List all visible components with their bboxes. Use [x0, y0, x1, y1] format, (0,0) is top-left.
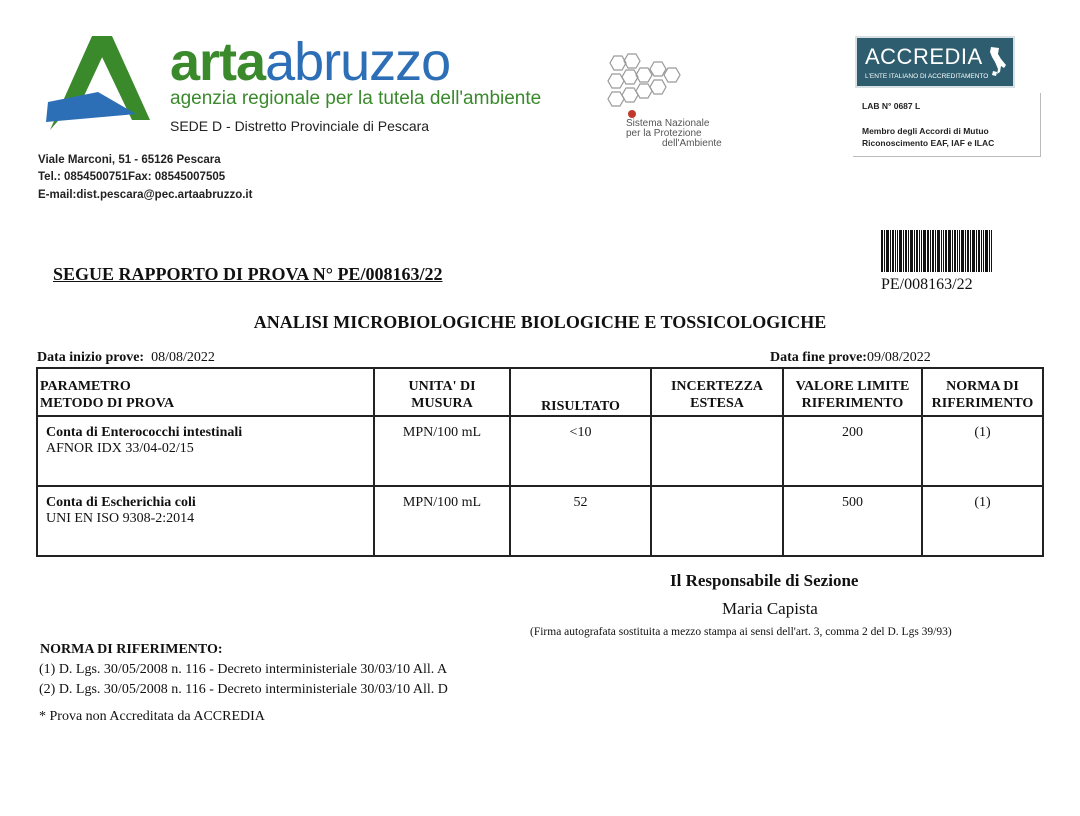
- accredia-logo: ACCREDIA L'ENTE ITALIANO DI ACCREDITAMENTO: [855, 36, 1015, 88]
- arta-logo-icon: [40, 34, 168, 130]
- norm-cell: (1): [922, 486, 1043, 556]
- parameter-cell: Conta di Escherichia coli UNI EN ISO 9308-2:2014: [37, 486, 374, 556]
- column-header-unit: UNITA' DI MUSURA: [374, 368, 510, 416]
- start-date: Data inizio prove: 08/08/2022: [37, 350, 215, 365]
- agency-tagline: agenzia regionale per la tutela dell'ambiente: [170, 88, 542, 109]
- column-header-parameter: PARAMETRO METODO DI PROVA: [37, 368, 374, 416]
- snpa-name: Sistema Nazionale per la Protezione dell'Ambiente: [626, 118, 722, 149]
- snpa-hexagon-logo-icon: [604, 52, 690, 118]
- unit-cell: MPN/100 mL: [374, 416, 510, 486]
- membership-line: Riconoscimento EAF, IAF e ILAC: [862, 138, 995, 148]
- norm-item: (2) D. Lgs. 30/05/2008 n. 116 - Decreto interministeriale 30/03/10 All. D: [39, 682, 448, 697]
- footnote: * Prova non Accreditata da ACCREDIA: [39, 709, 265, 724]
- barcode-icon: [881, 230, 992, 272]
- address-line: Viale Marconi, 51 - 65126 Pescara: [38, 154, 221, 166]
- norm-cell: (1): [922, 416, 1043, 486]
- table-header-row: [37, 368, 1043, 416]
- italy-map-icon: [987, 46, 1007, 78]
- limit-cell: 200: [783, 416, 922, 486]
- column-header-norm: NORMA DI RIFERIMENTO: [922, 368, 1043, 416]
- table-row: [37, 416, 1043, 486]
- result-cell: 52: [510, 486, 651, 556]
- unit-cell: MPN/100 mL: [374, 486, 510, 556]
- parameter-cell: Conta di Enterococchi intestinali AFNOR IDX 33/04-02/15: [37, 416, 374, 486]
- signer-name: Maria Capista: [722, 599, 818, 618]
- column-header-limit: VALORE LIMITE RIFERIMENTO: [783, 368, 922, 416]
- uncertainty-cell: [651, 416, 783, 486]
- barcode-number: PE/008163/22: [881, 276, 973, 293]
- table-row: [37, 486, 1043, 556]
- column-header-result: RISULTATO: [510, 368, 651, 416]
- email-line: E-mail:dist.pescara@pec.artaabruzzo.it: [38, 189, 253, 201]
- report-title: SEGUE RAPPORTO DI PROVA N° PE/008163/22: [53, 264, 443, 284]
- membership-line: Membro degli Accordi di Mutuo: [862, 126, 989, 136]
- brand-name: artaabruzzo: [170, 32, 451, 92]
- results-table: [36, 367, 1044, 557]
- phone-line: Tel.: 0854500751Fax: 08545007505: [38, 171, 226, 183]
- office-name: SEDE D - Distretto Provinciale di Pescara: [170, 118, 430, 134]
- limit-cell: 500: [783, 486, 922, 556]
- signer-title: Il Responsabile di Sezione: [670, 571, 859, 590]
- result-cell: <10: [510, 416, 651, 486]
- end-date: Data fine prove:09/08/2022: [770, 350, 931, 365]
- lab-number: LAB N° 0687 L: [862, 101, 921, 111]
- norms-heading: NORMA DI RIFERIMENTO:: [40, 642, 223, 657]
- column-header-uncertainty: INCERTEZZA ESTESA: [651, 368, 783, 416]
- section-title: ANALISI MICROBIOLOGICHE BIOLOGICHE E TOSSICOLOGICHE: [253, 312, 827, 332]
- uncertainty-cell: [651, 486, 783, 556]
- norm-item: (1) D. Lgs. 30/05/2008 n. 116 - Decreto interministeriale 30/03/10 All. A: [39, 662, 448, 677]
- signature-note: (Firma autografata sostituita a mezzo stampa ai sensi dell'art. 3, comma 2 del D. Lgs 39/93): [530, 626, 952, 638]
